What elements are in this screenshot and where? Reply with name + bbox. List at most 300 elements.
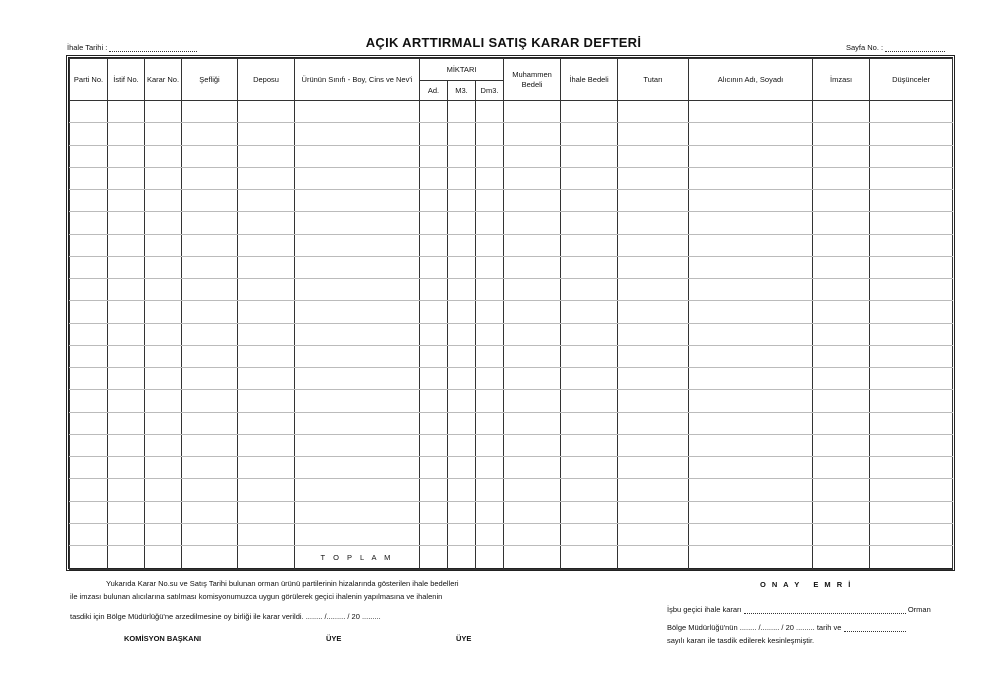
table-cell[interactable] xyxy=(870,167,953,189)
table-cell[interactable] xyxy=(420,501,448,523)
table-cell[interactable] xyxy=(70,279,108,301)
table-cell[interactable] xyxy=(145,345,182,367)
table-cell[interactable] xyxy=(870,123,953,145)
table-cell[interactable] xyxy=(870,301,953,323)
table-cell[interactable] xyxy=(420,301,448,323)
table-cell[interactable] xyxy=(295,234,420,256)
table-cell[interactable] xyxy=(182,390,238,412)
table-cell[interactable] xyxy=(618,501,689,523)
table-cell[interactable] xyxy=(813,434,870,456)
table-cell[interactable] xyxy=(448,101,476,123)
table-cell[interactable] xyxy=(70,123,108,145)
table-cell[interactable] xyxy=(870,190,953,212)
table-cell[interactable] xyxy=(238,501,295,523)
table-cell[interactable] xyxy=(618,190,689,212)
table-cell[interactable] xyxy=(145,368,182,390)
table-cell[interactable] xyxy=(70,323,108,345)
table-cell[interactable] xyxy=(561,301,618,323)
table-cell[interactable] xyxy=(870,390,953,412)
table-cell[interactable] xyxy=(476,190,504,212)
table-cell[interactable] xyxy=(420,256,448,278)
table-cell[interactable] xyxy=(295,190,420,212)
table-cell[interactable] xyxy=(448,457,476,479)
table-cell[interactable] xyxy=(561,167,618,189)
table-cell[interactable] xyxy=(238,145,295,167)
table-cell[interactable] xyxy=(504,212,561,234)
table-cell[interactable] xyxy=(145,457,182,479)
table-cell[interactable] xyxy=(561,123,618,145)
table-cell[interactable] xyxy=(813,501,870,523)
table-cell[interactable] xyxy=(448,390,476,412)
table-cell[interactable] xyxy=(420,434,448,456)
table-cell[interactable] xyxy=(145,212,182,234)
table-cell[interactable] xyxy=(448,301,476,323)
table-cell[interactable] xyxy=(618,323,689,345)
table-cell[interactable] xyxy=(420,212,448,234)
table-cell[interactable] xyxy=(476,101,504,123)
table-cell[interactable] xyxy=(182,345,238,367)
table-cell[interactable] xyxy=(618,457,689,479)
table-cell[interactable] xyxy=(182,501,238,523)
table-cell[interactable] xyxy=(238,190,295,212)
table-cell[interactable] xyxy=(813,301,870,323)
table-cell[interactable] xyxy=(476,323,504,345)
table-cell[interactable] xyxy=(420,279,448,301)
table-cell[interactable] xyxy=(870,145,953,167)
table-cell[interactable] xyxy=(689,256,813,278)
table-cell[interactable] xyxy=(108,256,145,278)
table-cell[interactable] xyxy=(108,523,145,545)
table-cell[interactable] xyxy=(813,256,870,278)
table-cell[interactable] xyxy=(145,434,182,456)
table-cell[interactable] xyxy=(420,234,448,256)
table-cell[interactable] xyxy=(561,345,618,367)
table-cell[interactable] xyxy=(476,256,504,278)
table-cell[interactable] xyxy=(476,523,504,545)
table-cell[interactable] xyxy=(145,123,182,145)
table-cell[interactable] xyxy=(448,345,476,367)
table-cell[interactable] xyxy=(689,279,813,301)
table-cell[interactable] xyxy=(108,301,145,323)
table-cell[interactable] xyxy=(476,234,504,256)
table-cell[interactable] xyxy=(561,212,618,234)
table-cell[interactable] xyxy=(420,390,448,412)
table-cell[interactable] xyxy=(108,101,145,123)
table-cell[interactable] xyxy=(108,234,145,256)
table-cell[interactable] xyxy=(689,101,813,123)
table-cell[interactable] xyxy=(561,256,618,278)
table-cell[interactable] xyxy=(504,457,561,479)
table-cell[interactable] xyxy=(182,434,238,456)
table-cell[interactable] xyxy=(295,412,420,434)
table-cell[interactable] xyxy=(70,523,108,545)
table-cell[interactable] xyxy=(689,457,813,479)
table-cell[interactable] xyxy=(689,323,813,345)
table-cell[interactable] xyxy=(108,123,145,145)
table-cell[interactable] xyxy=(145,101,182,123)
table-cell[interactable] xyxy=(476,123,504,145)
table-cell[interactable] xyxy=(689,390,813,412)
table-cell[interactable] xyxy=(238,479,295,501)
table-cell[interactable] xyxy=(420,190,448,212)
table-cell[interactable] xyxy=(145,390,182,412)
table-cell[interactable] xyxy=(295,101,420,123)
table-cell[interactable] xyxy=(689,190,813,212)
table-cell[interactable] xyxy=(182,145,238,167)
table-cell[interactable] xyxy=(689,434,813,456)
table-cell[interactable] xyxy=(108,190,145,212)
table-cell[interactable] xyxy=(689,412,813,434)
table-cell[interactable] xyxy=(689,501,813,523)
table-cell[interactable] xyxy=(618,256,689,278)
table-cell[interactable] xyxy=(813,279,870,301)
table-cell[interactable] xyxy=(813,457,870,479)
table-cell[interactable] xyxy=(448,123,476,145)
sayfa-no-field[interactable] xyxy=(885,42,945,52)
table-cell[interactable] xyxy=(689,479,813,501)
table-cell[interactable] xyxy=(448,212,476,234)
table-cell[interactable] xyxy=(448,167,476,189)
table-cell[interactable] xyxy=(813,190,870,212)
table-cell[interactable] xyxy=(295,390,420,412)
table-cell[interactable] xyxy=(813,368,870,390)
table-cell[interactable] xyxy=(561,412,618,434)
table-cell[interactable] xyxy=(238,301,295,323)
table-cell[interactable] xyxy=(420,123,448,145)
table-cell[interactable] xyxy=(476,457,504,479)
total-cell[interactable] xyxy=(70,546,108,570)
table-cell[interactable] xyxy=(70,256,108,278)
table-cell[interactable] xyxy=(145,412,182,434)
table-cell[interactable] xyxy=(295,368,420,390)
table-cell[interactable] xyxy=(238,368,295,390)
table-cell[interactable] xyxy=(870,345,953,367)
table-cell[interactable] xyxy=(182,279,238,301)
table-cell[interactable] xyxy=(476,301,504,323)
table-cell[interactable] xyxy=(182,256,238,278)
table-cell[interactable] xyxy=(145,479,182,501)
table-cell[interactable] xyxy=(689,345,813,367)
table-cell[interactable] xyxy=(813,212,870,234)
table-cell[interactable] xyxy=(70,167,108,189)
table-cell[interactable] xyxy=(182,412,238,434)
table-cell[interactable] xyxy=(476,167,504,189)
table-cell[interactable] xyxy=(870,457,953,479)
table-cell[interactable] xyxy=(108,145,145,167)
table-cell[interactable] xyxy=(295,479,420,501)
table-cell[interactable] xyxy=(70,234,108,256)
table-cell[interactable] xyxy=(145,301,182,323)
table-cell[interactable] xyxy=(238,167,295,189)
table-cell[interactable] xyxy=(448,234,476,256)
total-cell[interactable] xyxy=(145,546,182,570)
table-cell[interactable] xyxy=(70,212,108,234)
table-cell[interactable] xyxy=(870,256,953,278)
table-cell[interactable] xyxy=(870,501,953,523)
table-cell[interactable] xyxy=(689,234,813,256)
table-cell[interactable] xyxy=(504,256,561,278)
table-cell[interactable] xyxy=(618,368,689,390)
table-cell[interactable] xyxy=(238,234,295,256)
table-cell[interactable] xyxy=(295,323,420,345)
table-cell[interactable] xyxy=(448,323,476,345)
table-cell[interactable] xyxy=(870,279,953,301)
table-cell[interactable] xyxy=(618,145,689,167)
table-cell[interactable] xyxy=(295,501,420,523)
table-cell[interactable] xyxy=(70,145,108,167)
table-cell[interactable] xyxy=(108,390,145,412)
table-cell[interactable] xyxy=(70,457,108,479)
table-cell[interactable] xyxy=(813,523,870,545)
table-cell[interactable] xyxy=(561,523,618,545)
table-cell[interactable] xyxy=(448,279,476,301)
table-cell[interactable] xyxy=(145,501,182,523)
table-cell[interactable] xyxy=(420,345,448,367)
table-cell[interactable] xyxy=(448,479,476,501)
table-cell[interactable] xyxy=(70,345,108,367)
table-cell[interactable] xyxy=(238,457,295,479)
table-cell[interactable] xyxy=(295,123,420,145)
table-cell[interactable] xyxy=(238,345,295,367)
table-cell[interactable] xyxy=(504,145,561,167)
table-cell[interactable] xyxy=(238,390,295,412)
table-cell[interactable] xyxy=(70,434,108,456)
table-cell[interactable] xyxy=(870,101,953,123)
total-cell[interactable] xyxy=(448,546,476,570)
table-cell[interactable] xyxy=(182,301,238,323)
table-cell[interactable] xyxy=(561,390,618,412)
table-cell[interactable] xyxy=(504,390,561,412)
table-cell[interactable] xyxy=(476,345,504,367)
table-cell[interactable] xyxy=(420,323,448,345)
table-cell[interactable] xyxy=(504,434,561,456)
table-cell[interactable] xyxy=(504,167,561,189)
table-cell[interactable] xyxy=(561,457,618,479)
table-cell[interactable] xyxy=(70,479,108,501)
table-cell[interactable] xyxy=(618,101,689,123)
table-cell[interactable] xyxy=(504,234,561,256)
table-cell[interactable] xyxy=(182,523,238,545)
table-cell[interactable] xyxy=(295,457,420,479)
table-cell[interactable] xyxy=(476,479,504,501)
table-cell[interactable] xyxy=(70,190,108,212)
table-cell[interactable] xyxy=(448,256,476,278)
table-cell[interactable] xyxy=(108,279,145,301)
table-cell[interactable] xyxy=(182,212,238,234)
table-cell[interactable] xyxy=(561,323,618,345)
table-cell[interactable] xyxy=(70,412,108,434)
table-cell[interactable] xyxy=(813,234,870,256)
table-cell[interactable] xyxy=(448,523,476,545)
table-cell[interactable] xyxy=(870,434,953,456)
table-cell[interactable] xyxy=(420,457,448,479)
onay-line-1-field[interactable] xyxy=(744,604,906,614)
table-cell[interactable] xyxy=(295,167,420,189)
table-cell[interactable] xyxy=(182,234,238,256)
table-cell[interactable] xyxy=(504,301,561,323)
table-cell[interactable] xyxy=(561,368,618,390)
table-cell[interactable] xyxy=(561,479,618,501)
onay-line-2-field[interactable] xyxy=(844,622,906,632)
table-cell[interactable] xyxy=(238,323,295,345)
table-cell[interactable] xyxy=(504,323,561,345)
total-cell[interactable] xyxy=(813,546,870,570)
table-cell[interactable] xyxy=(448,190,476,212)
table-cell[interactable] xyxy=(870,323,953,345)
table-cell[interactable] xyxy=(618,123,689,145)
table-cell[interactable] xyxy=(476,390,504,412)
table-cell[interactable] xyxy=(813,123,870,145)
table-cell[interactable] xyxy=(295,523,420,545)
table-cell[interactable] xyxy=(420,145,448,167)
table-cell[interactable] xyxy=(618,479,689,501)
table-cell[interactable] xyxy=(182,323,238,345)
table-cell[interactable] xyxy=(689,167,813,189)
table-cell[interactable] xyxy=(238,256,295,278)
table-cell[interactable] xyxy=(813,101,870,123)
table-cell[interactable] xyxy=(448,368,476,390)
table-cell[interactable] xyxy=(813,412,870,434)
table-cell[interactable] xyxy=(145,323,182,345)
table-cell[interactable] xyxy=(561,190,618,212)
table-cell[interactable] xyxy=(295,145,420,167)
table-cell[interactable] xyxy=(182,457,238,479)
total-cell[interactable] xyxy=(182,546,238,570)
table-cell[interactable] xyxy=(108,323,145,345)
table-cell[interactable] xyxy=(504,479,561,501)
table-cell[interactable] xyxy=(108,434,145,456)
table-cell[interactable] xyxy=(813,145,870,167)
table-cell[interactable] xyxy=(689,123,813,145)
table-cell[interactable] xyxy=(70,301,108,323)
total-cell[interactable] xyxy=(689,546,813,570)
table-cell[interactable] xyxy=(813,390,870,412)
table-cell[interactable] xyxy=(108,212,145,234)
table-cell[interactable] xyxy=(448,412,476,434)
table-cell[interactable] xyxy=(145,279,182,301)
table-cell[interactable] xyxy=(618,212,689,234)
table-cell[interactable] xyxy=(504,368,561,390)
table-cell[interactable] xyxy=(238,434,295,456)
table-cell[interactable] xyxy=(561,434,618,456)
table-cell[interactable] xyxy=(108,345,145,367)
table-cell[interactable] xyxy=(476,212,504,234)
table-cell[interactable] xyxy=(182,368,238,390)
table-cell[interactable] xyxy=(870,412,953,434)
table-cell[interactable] xyxy=(476,434,504,456)
table-cell[interactable] xyxy=(813,479,870,501)
table-cell[interactable] xyxy=(182,123,238,145)
table-cell[interactable] xyxy=(448,145,476,167)
table-cell[interactable] xyxy=(238,101,295,123)
table-cell[interactable] xyxy=(295,434,420,456)
table-cell[interactable] xyxy=(476,279,504,301)
table-cell[interactable] xyxy=(618,167,689,189)
table-cell[interactable] xyxy=(561,501,618,523)
table-cell[interactable] xyxy=(618,412,689,434)
table-cell[interactable] xyxy=(145,234,182,256)
table-cell[interactable] xyxy=(476,501,504,523)
table-cell[interactable] xyxy=(618,279,689,301)
table-cell[interactable] xyxy=(870,523,953,545)
table-cell[interactable] xyxy=(108,479,145,501)
table-cell[interactable] xyxy=(182,167,238,189)
total-cell[interactable] xyxy=(238,546,295,570)
table-cell[interactable] xyxy=(108,368,145,390)
table-cell[interactable] xyxy=(504,279,561,301)
table-cell[interactable] xyxy=(561,279,618,301)
table-cell[interactable] xyxy=(420,167,448,189)
table-cell[interactable] xyxy=(618,301,689,323)
table-cell[interactable] xyxy=(618,390,689,412)
table-cell[interactable] xyxy=(476,145,504,167)
total-cell[interactable] xyxy=(420,546,448,570)
table-cell[interactable] xyxy=(295,256,420,278)
total-cell[interactable] xyxy=(504,546,561,570)
table-cell[interactable] xyxy=(870,479,953,501)
table-cell[interactable] xyxy=(504,190,561,212)
table-cell[interactable] xyxy=(618,345,689,367)
table-cell[interactable] xyxy=(295,212,420,234)
table-cell[interactable] xyxy=(182,101,238,123)
table-cell[interactable] xyxy=(504,412,561,434)
table-cell[interactable] xyxy=(420,368,448,390)
table-cell[interactable] xyxy=(238,212,295,234)
table-cell[interactable] xyxy=(295,301,420,323)
table-cell[interactable] xyxy=(238,523,295,545)
table-cell[interactable] xyxy=(689,212,813,234)
table-cell[interactable] xyxy=(70,390,108,412)
table-cell[interactable] xyxy=(295,345,420,367)
table-cell[interactable] xyxy=(238,123,295,145)
table-cell[interactable] xyxy=(504,123,561,145)
table-cell[interactable] xyxy=(870,234,953,256)
table-cell[interactable] xyxy=(813,345,870,367)
table-cell[interactable] xyxy=(145,256,182,278)
table-cell[interactable] xyxy=(561,145,618,167)
table-cell[interactable] xyxy=(561,234,618,256)
table-cell[interactable] xyxy=(238,279,295,301)
table-cell[interactable] xyxy=(689,301,813,323)
table-cell[interactable] xyxy=(561,101,618,123)
table-cell[interactable] xyxy=(870,212,953,234)
total-cell[interactable] xyxy=(108,546,145,570)
table-cell[interactable] xyxy=(504,345,561,367)
total-cell[interactable] xyxy=(476,546,504,570)
total-cell[interactable] xyxy=(870,546,953,570)
table-cell[interactable] xyxy=(870,368,953,390)
table-cell[interactable] xyxy=(504,501,561,523)
total-cell[interactable] xyxy=(561,546,618,570)
table-cell[interactable] xyxy=(689,523,813,545)
table-cell[interactable] xyxy=(813,323,870,345)
total-cell[interactable] xyxy=(618,546,689,570)
table-cell[interactable] xyxy=(182,190,238,212)
table-cell[interactable] xyxy=(108,167,145,189)
table-cell[interactable] xyxy=(108,412,145,434)
table-cell[interactable] xyxy=(476,412,504,434)
table-cell[interactable] xyxy=(813,167,870,189)
table-cell[interactable] xyxy=(145,523,182,545)
table-cell[interactable] xyxy=(70,501,108,523)
table-cell[interactable] xyxy=(420,479,448,501)
table-cell[interactable] xyxy=(145,190,182,212)
table-cell[interactable] xyxy=(70,101,108,123)
table-cell[interactable] xyxy=(295,279,420,301)
table-cell[interactable] xyxy=(618,234,689,256)
table-cell[interactable] xyxy=(420,412,448,434)
table-cell[interactable] xyxy=(476,368,504,390)
